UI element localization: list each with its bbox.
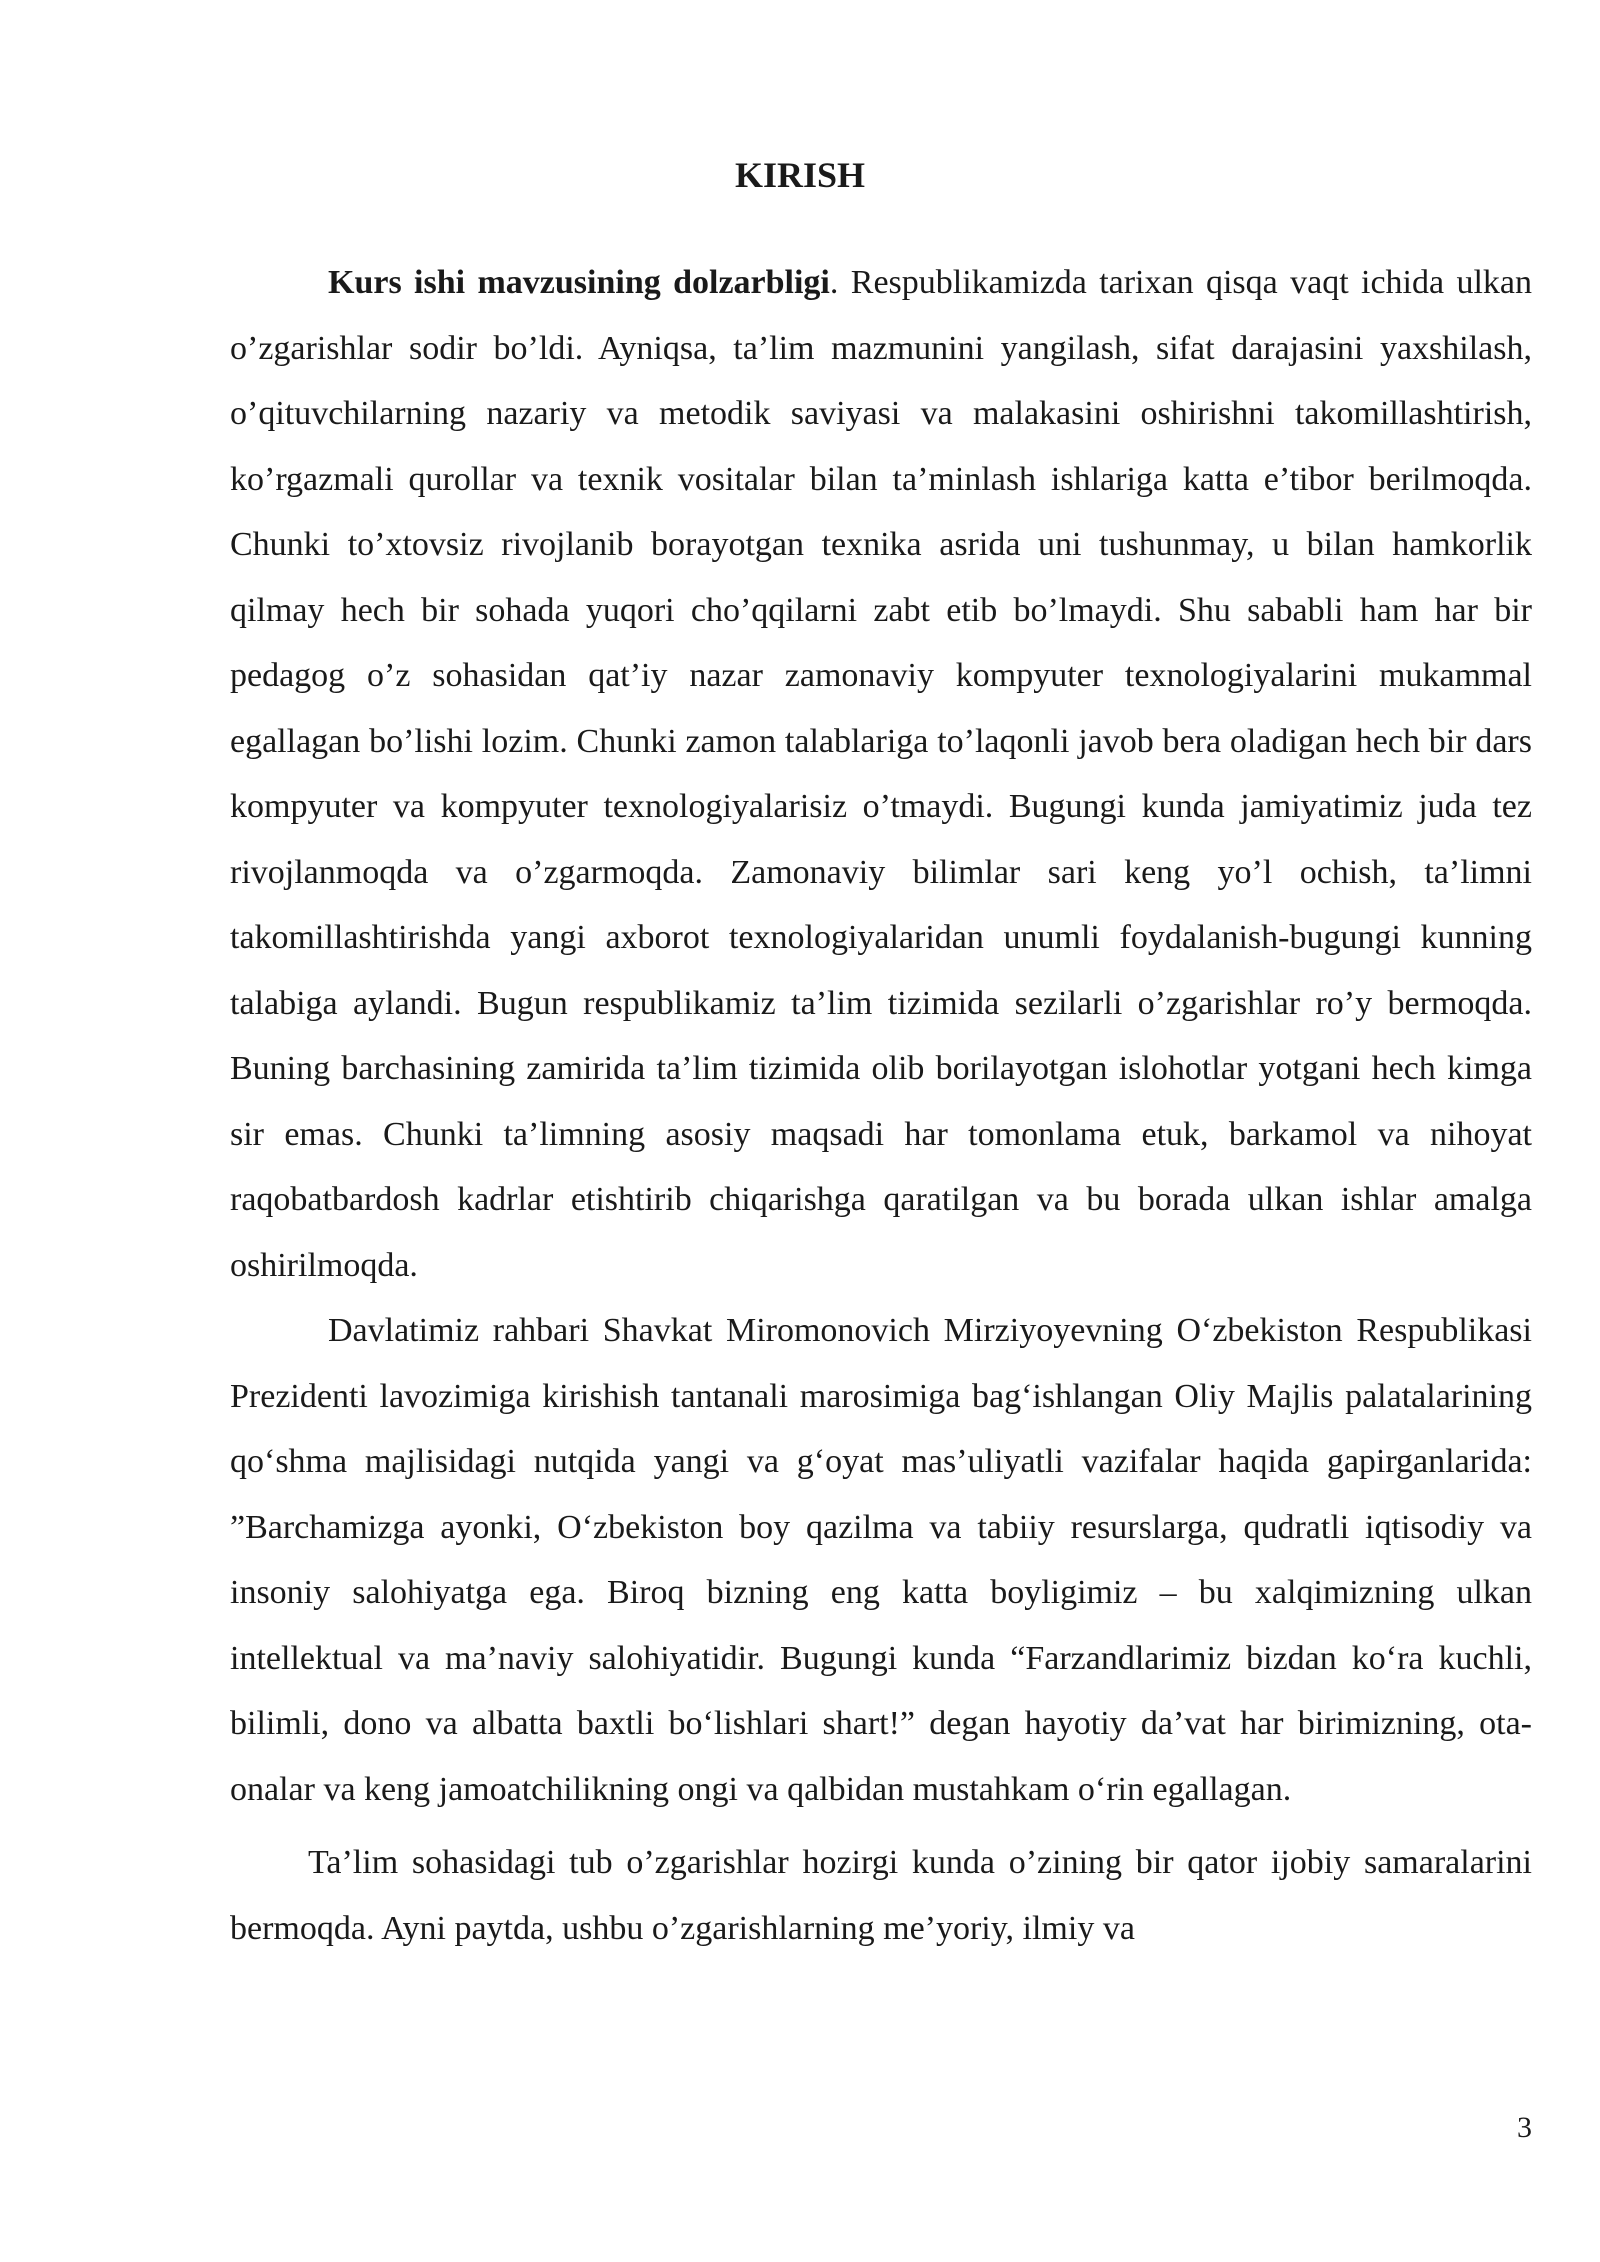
- paragraph-president-speech: [230, 1298, 1532, 1822]
- paragraph-relevance: [230, 250, 1532, 1298]
- paragraph-text: Davlatimiz rahbari Shavkat Miromonovich Mirziyoyevning O‘zbekiston Respublikasi Prezidenti lavozimiga kirishish tantanali marosimiga bag‘ishlangan Oliy Majlis palatalarining qo‘shma majlisidagi nutqida yangi va g‘oyat mas’uliyatli vazifalar haqida gapirganlarida: ”Barchamizga ayonki, O‘zbekiston boy qazilma va tabiiy resurslarga, qudratli iqtisodiy va insoniy salohiyatga ega. Biroq bizning eng katta boyligimiz – bu xalqimizning ulkan intellektual va ma’naviy salohiyatidir. Bugungi kunda “Farzandlarimiz bizdan ko‘ra kuchli, bilimli, dono va albatta baxtli bo‘lishlari shart!” degan hayotiy da’vat har birimizning, ota-onalar va keng jamoatchilikning ongi va qalbidan mustahkam o‘rin egallagan.: [230, 1312, 1532, 1808]
- page-number: 3: [1517, 2111, 1532, 2144]
- document-body: [230, 250, 1532, 1961]
- paragraph-lead-bold: Kurs ishi mavzusining dolzarbligi: [328, 264, 830, 301]
- paragraph-text: Ta’lim sohasidagi tub o’zgarishlar hozirgi kunda o’zining bir qator ijobiy samaralarini bermoqda. Ayni paytda, ushbu o’zgarishlarning me’yoriy, ilmiy va: [230, 1844, 1532, 1947]
- paragraph-education-changes: [230, 1830, 1532, 1961]
- page-title: KIRISH: [734, 155, 866, 195]
- paragraph-text: . Respublikamizda tarixan qisqa vaqt ichida ulkan o’zgarishlar sodir bo’ldi. Ayniqsa, ta’lim mazmunini yangilash, sifat darajasini yaxshilash, o’qituvchilarning nazariy va metodik saviyasi va malakasini oshirishni takomillashtirish, ko’rgazmali qurollar va texnik vositalar bilan ta’minlash ishlariga katta e’tibor berilmoqda. Chunki to’xtovsiz rivojlanib borayotgan texnika asrida uni tushunmay, u bilan hamkorlik qilmay hech bir sohada yuqori cho’qqilarni zabt etib bo’lmaydi. Shu sababli ham har bir pedagog o’z sohasidan qat’iy nazar zamonaviy kompyuter texnologiyalarini mukammal egallagan bo’lishi lozim. Chunki zamon talablariga to’laqonli javob bera oladigan hech bir dars kompyuter va kompyuter texnologiyalarisiz o’tmaydi. Bugungi kunda jamiyatimiz juda tez rivojlanmoqda va o’zgarmoqda. Zamonaviy bilimlar sari keng yo’l ochish, ta’limni takomillashtirishda yangi axborot texnologiyalaridan unumli foydalanish-bugungi kunning talabiga aylandi. Bugun respublikamiz ta’lim tizimida sezilarli o’zgarishlar ro’y bermoqda. Buning barchasining zamirida ta’lim tizimida olib borilayotgan islohotlar yotgani hech kimga sir emas. Chunki ta’limning asosiy maqsadi har tomonlama etuk, barkamol va nihoyat raqobatbardosh kadrlar etishtirib chiqarishga qaratilgan va bu borada ulkan ishlar amalga oshirilmoqda.: [230, 264, 1533, 1284]
